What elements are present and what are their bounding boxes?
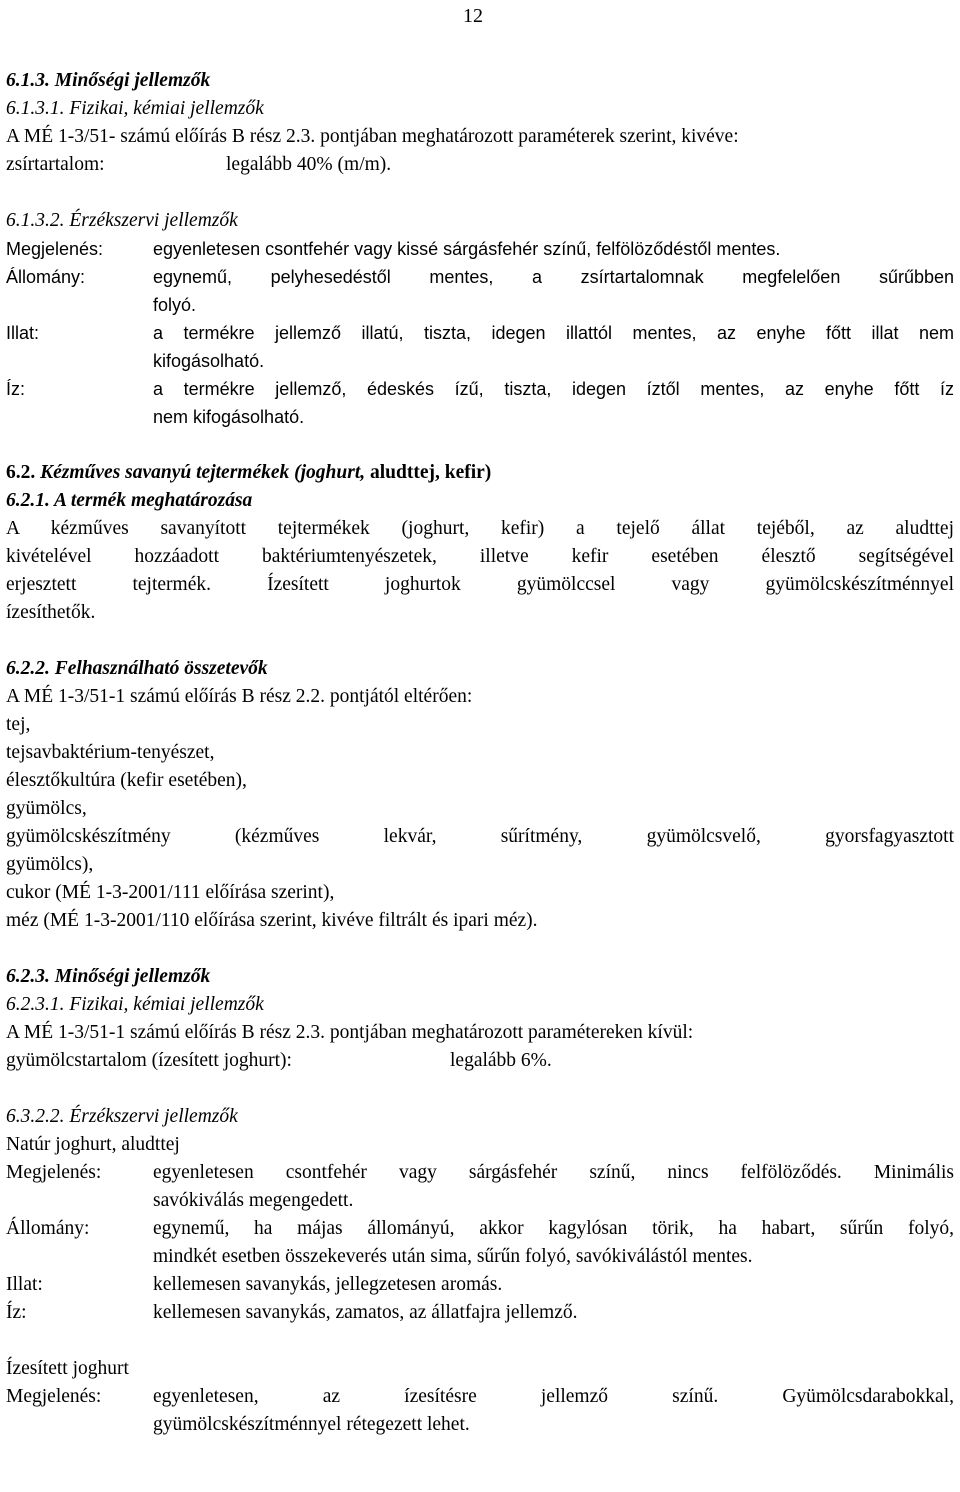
heading-6-2-3-1: 6.2.3.1. Fizikai, kémiai jellemzők <box>6 994 264 1015</box>
sensory-value-line: gyümölcskészítménnyel rétegezett lehet. <box>153 1414 470 1435</box>
sensory-label: Illat: <box>6 1274 43 1295</box>
sensory-row-texture <box>6 263 956 319</box>
heading-6-1-3: 6.1.3. Minőségi jellemzők <box>6 70 211 91</box>
fat-content-row <box>6 151 956 179</box>
sensory-label: Állomány: <box>6 1218 90 1239</box>
paragraph-6-1-3-1: A MÉ 1-3/51- számú előírás B rész 2.3. pontjában meghatározott paraméterek szerint, kivéve: <box>6 126 739 147</box>
sensory-label: Megjelenés: <box>6 1386 102 1407</box>
sensory-value-line: folyó. <box>153 295 197 315</box>
heading-6-2-2: 6.2.2. Felhasználható összetevők <box>6 658 268 679</box>
paragraph-line: ízesíthetők. <box>6 602 96 623</box>
sensory-value-line: kifogásolható. <box>153 351 265 371</box>
fruit-content-value: legalább 6%. <box>450 1050 552 1071</box>
heading-6-1-3-1: 6.1.3.1. Fizikai, kémiai jellemzők <box>6 98 264 119</box>
fat-content-value: legalább 40% (m/m). <box>226 154 392 175</box>
sensory-row-taste <box>6 375 956 431</box>
ingredients-list <box>6 711 956 935</box>
ingredient-item: tej, <box>6 714 31 735</box>
heading-6-2-1: 6.2.1. A termék meghatározása <box>6 490 253 511</box>
sensory-value-line: a termékre jellemző, édeskés ízű, tiszta, idegen íztől mentes, az enyhe főtt íz <box>153 379 954 399</box>
natur-row-texture <box>6 1215 956 1271</box>
fat-content-label: zsírtartalom: <box>6 154 105 175</box>
heading-6-1-3-2: 6.1.3.2. Érzékszervi jellemzők <box>6 210 238 231</box>
sensory-label: Íz: <box>6 379 26 399</box>
heading-6-2-rest: aludttej, kefir) <box>370 462 492 483</box>
document-page <box>6 0 956 1439</box>
paragraph-line: A kézműves savanyított tejtermékek (joghurt, kefir) a tejelő állat tejéből, az aludttej <box>6 518 954 539</box>
sensory-label: Illat: <box>6 323 40 343</box>
natur-row-appearance <box>6 1159 956 1215</box>
flavoured-row-appearance <box>6 1383 956 1439</box>
natur-title: Natúr joghurt, aludttej <box>6 1134 180 1155</box>
sensory-value-line: egyenletesen csontfehér vagy sárgásfehér színű, nincs felfölöződés. Minimális <box>153 1162 954 1183</box>
heading-6-2 <box>6 459 956 487</box>
sensory-row-smell <box>6 319 956 375</box>
flavoured-title: Ízesített joghurt <box>6 1358 129 1379</box>
sensory-table-6-1 <box>6 235 956 431</box>
heading-6-2-title: Kézműves savanyú tejtermékek (joghurt, <box>40 462 366 483</box>
ingredient-item: cukor (MÉ 1-3-2001/111 előírása szerint), <box>6 882 335 903</box>
sensory-table-flavoured <box>6 1383 956 1439</box>
heading-6-2-number: 6.2. <box>6 462 36 483</box>
natur-row-taste <box>6 1299 956 1327</box>
sensory-table-natur <box>6 1159 956 1327</box>
sensory-value-line: egyenletesen, az ízesítésre jellemző színű. Gyümölcsdarabokkal, <box>153 1386 954 1407</box>
sensory-value-line: savókiválás megengedett. <box>153 1190 354 1211</box>
paragraph-6-2-1 <box>6 515 956 627</box>
sensory-row-appearance <box>6 235 956 263</box>
sensory-value-line: mindkét esetben összekeverés után sima, sűrűn folyó, savókiválástól mentes. <box>153 1246 753 1267</box>
sensory-label: Megjelenés: <box>6 1162 102 1183</box>
ingredient-item: gyümölcs), <box>6 854 94 875</box>
sensory-value-line: egynemű, pelyhesedéstől mentes, a zsírtartalomnak megfelelően sűrűbben <box>153 267 954 287</box>
fruit-content-row <box>6 1047 956 1075</box>
ingredient-item: méz (MÉ 1-3-2001/110 előírása szerint, kivéve filtrált és ipari méz). <box>6 910 538 931</box>
sensory-value-line: egynemű, ha májas állományú, akkor kagylósan törik, ha habart, sűrűn folyó, <box>153 1218 954 1239</box>
ingredient-item: tejsavbaktérium-tenyészet, <box>6 742 215 763</box>
natur-row-smell <box>6 1271 956 1299</box>
sensory-value-line: a termékre jellemző illatú, tiszta, idegen illattól mentes, az enyhe főtt illat nem <box>153 323 954 343</box>
ingredient-item: gyümölcskészítmény (kézműves lekvár, sűrítmény, gyümölcsvelő, gyorsfagyasztott <box>6 826 954 847</box>
paragraph-6-2-3-1: A MÉ 1-3/51-1 számú előírás B rész 2.3. pontjában meghatározott paramétereken kívül: <box>6 1022 694 1043</box>
ingredient-item: élesztőkultúra (kefir esetében), <box>6 770 247 791</box>
sensory-value-line: egyenletesen csontfehér vagy kissé sárgásfehér színű, felfölöződéstől mentes. <box>153 239 781 259</box>
paragraph-line: erjesztett tejtermék. Ízesített joghurtok gyümölccsel vagy gyümölcskészítménnyel <box>6 574 954 595</box>
heading-6-2-3: 6.2.3. Minőségi jellemzők <box>6 966 211 987</box>
heading-6-3-2-2: 6.3.2.2. Érzékszervi jellemzők <box>6 1106 238 1127</box>
sensory-label: Állomány: <box>6 267 86 287</box>
ingredient-item: gyümölcs, <box>6 798 87 819</box>
paragraph-6-2-2: A MÉ 1-3/51-1 számú előírás B rész 2.2. pontjától eltérően: <box>6 686 473 707</box>
sensory-value-line: nem kifogásolható. <box>153 407 305 427</box>
paragraph-line: kivételével hozzáadott baktériumtenyészetek, illetve kefir esetében élesztő segítségével <box>6 546 954 567</box>
sensory-label: Íz: <box>6 1302 27 1323</box>
sensory-value-line: kellemesen savanykás, zamatos, az állatfajra jellemző. <box>153 1302 578 1323</box>
sensory-label: Megjelenés: <box>6 239 104 259</box>
fruit-content-label: gyümölcstartalom (ízesített joghurt): <box>6 1050 292 1071</box>
page-number: 12 <box>463 5 483 27</box>
sensory-value-line: kellemesen savanykás, jellegzetesen aromás. <box>153 1274 503 1295</box>
